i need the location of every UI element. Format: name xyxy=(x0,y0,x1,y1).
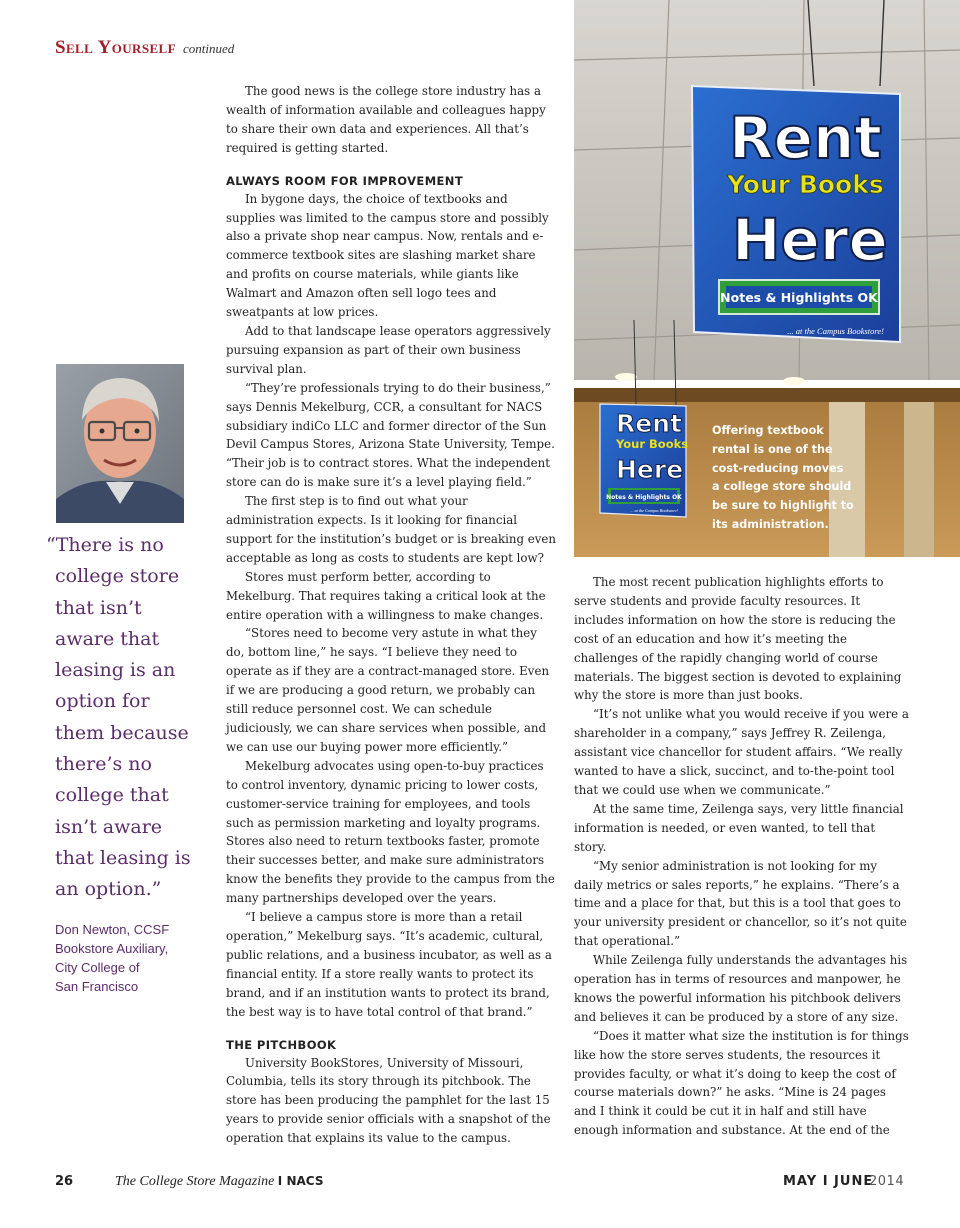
sign-banner: Notes & Highlights OK xyxy=(720,290,878,305)
paragraph: “It’s not unlike what you would receive if you were a shareholder in a company,” says Jeffrey R. Zeilenga, assistant vice chancellor for student affairs. “We really wanted to have a slick, succinct, and to-the-point tool that we could use when we communicate.” xyxy=(574,707,909,797)
paragraph: Stores must perform better, according to Mekelburg. That requires taking a critical look at the entire operation with a willingness to make changes. xyxy=(226,569,546,622)
paragraph: The most recent publication highlights efforts to serve students and provide faculty resources. It includes information on how the store is reducing the cost of an education and how it’s meeting the challenges of the rapidly changing world of course materials. The biggest section is devoted to explaining why the store is more than just books. xyxy=(574,575,902,703)
running-head xyxy=(55,37,234,59)
portrait-photo xyxy=(56,364,184,523)
sign-word: Rent xyxy=(729,104,883,172)
small-sign-tagline: ... at the Campus Bookstore! xyxy=(630,508,678,513)
attribution-line: Don Newton, CCSF xyxy=(55,922,170,937)
footer-separator: I xyxy=(277,1174,283,1188)
paragraph: University BookStores, University of Missouri, Columbia, tells its story through its pitchbook. The store has been producing the pamphlet for the last 15 years to provide senior officials with a snapshot of the operation that explains its value to the campus. xyxy=(226,1055,551,1146)
pull-quote-line: them because xyxy=(55,721,189,744)
paragraph: “My senior administration is not looking for my daily metrics or sales reports,” he explains. “There’s a time and a place for that, but this is a tool that goes to your university president or chancellor, so it’s not quite that operational.” xyxy=(574,858,907,949)
pull-quote-line: that leasing is xyxy=(55,846,191,869)
paragraph: “Stores need to become very astute in what they do, bottom line,” he says. “I believe they need to operate as if they are a contract-managed store. Even if we are producing a good return, we probably can still reduce personnel cost. We can schedule judiciously, we can share services when possible, and we can use our buying power more efficiently.” xyxy=(226,626,550,754)
paragraph: At the same time, Zeilenga says, very little financial information is needed, or even wanted, to tell that story. xyxy=(574,801,904,854)
pull-quote-line: leasing is an xyxy=(55,659,176,682)
pull-quote xyxy=(46,530,196,906)
caption-line: be sure to highlight to xyxy=(712,499,854,513)
issue-year: 2014 xyxy=(869,1174,905,1189)
attribution-line: City College of xyxy=(55,960,140,975)
quote-attribution xyxy=(55,920,215,996)
issue-months: MAY I JUNE xyxy=(783,1174,874,1189)
article-column-right xyxy=(574,573,909,1140)
paragraph: Add to that landscape lease operators aggressively pursuing expansion as part of their own business survival plan. xyxy=(226,323,551,376)
subhead: ALWAYS ROOM FOR IMPROVEMENT xyxy=(226,173,464,188)
continued-label: continued xyxy=(182,41,235,56)
pull-quote-line: an option.” xyxy=(55,878,162,901)
sign-word: Your Books xyxy=(727,170,884,199)
photo-caption xyxy=(712,422,852,535)
caption-line: Offering textbook xyxy=(712,424,824,437)
attribution-line: Bookstore Auxiliary, xyxy=(55,941,169,956)
pull-quote-line: that isn’t xyxy=(55,596,142,619)
pull-quote-line: option for xyxy=(55,690,150,713)
caption-line: a college store should xyxy=(712,480,852,494)
magazine-title xyxy=(115,1174,323,1190)
paragraph: The first step is to find out what your administration expects. Is it looking for financial support for the institution’s budget or is breaking even acceptable as long as costs to students are kept low? xyxy=(226,494,557,565)
paragraph: “Does it matter what size the institution is for things like how the store serves students, the resources it provides faculty, or what it’s doing to keep the cost of course materials down?” he asks. “Mine is 24 pages and I think it could be cut it in half and still have enough information and substance. At the end of the xyxy=(574,1028,909,1138)
pull-quote-line: “There is no xyxy=(46,534,164,556)
small-sign-word: Here xyxy=(616,455,684,484)
small-sign-word: Rent xyxy=(616,409,682,438)
section-title: Sell Yourself xyxy=(55,37,176,58)
pull-quote-line: college store xyxy=(55,565,180,588)
sign-word: Here xyxy=(732,206,888,274)
page-number: 26 xyxy=(55,1174,74,1189)
caption-line: cost-reducing moves xyxy=(712,461,844,475)
paragraph: While Zeilenga fully understands the advantages his operation has in terms of resources and manpower, he knows the powerful information his pitchbook delivers and believes it can be produced by a store of any size. xyxy=(574,953,908,1024)
org-name: NACS xyxy=(286,1174,324,1188)
caption-line: rental is one of the xyxy=(712,442,833,456)
pull-quote-line: isn’t aware xyxy=(55,815,163,838)
magazine-name: The College Store Magazine xyxy=(115,1174,275,1189)
small-sign-banner: Notes & Highlights OK xyxy=(606,494,682,501)
paragraph: Mekelburg advocates using open-to-buy practices to control inventory, dynamic pricing to lower costs, customer-service training for employees, and tools such as permission marketing and loyalty programs. Stores also need to return textbooks faster, promote their successes better, and make sure administrators know the benefits they provide to the campus from the many partnerships developed over the years. xyxy=(226,758,555,906)
paragraph: “I believe a campus store is more than a retail operation,” Mekelburg says. “It’s academic, cultural, public relations, and a business incubator, as well as a financial entity. If a store really wants to protect its brand, and if an institution wants to protect its brand, the best way is to have total control of that brand.” xyxy=(226,910,552,1019)
article-column-middle xyxy=(226,82,559,1148)
pull-quote-line: there’s no xyxy=(55,753,152,776)
paragraph: “They’re professionals trying to do their business,” says Dennis Mekelburg, CCR, a consultant for NACS subsidiary indiCo LLC and former director of the Sun Devil Campus Stores, Arizona State University, Tempe. “Their job is to contract stores. What the independent store can do is make sure it’s a level playing field.” xyxy=(226,380,555,490)
small-sign-word: Your Books xyxy=(616,437,689,451)
attribution-line: San Francisco xyxy=(55,979,139,994)
paragraph: The good news is the college store industry has a wealth of information available and colleagues happy to share their own data and experiences. All that’s required is getting started. xyxy=(226,84,546,155)
paragraph: In bygone days, the choice of textbooks and supplies was limited to the campus store and possibly also a private shop near campus. Now, rentals and e-commerce textbook sites are slashing market share and profits on course materials, while giants like Walmart and Amazon often sell logo tees and sweatpants at low prices. xyxy=(226,191,549,320)
pull-quote-line: college that xyxy=(55,784,169,807)
caption-line: its administration. xyxy=(712,517,829,531)
sign-tagline: ... at the Campus Bookstore! xyxy=(787,326,884,336)
subhead: THE PITCHBOOK xyxy=(226,1037,337,1052)
pull-quote-line: aware that xyxy=(55,627,160,650)
